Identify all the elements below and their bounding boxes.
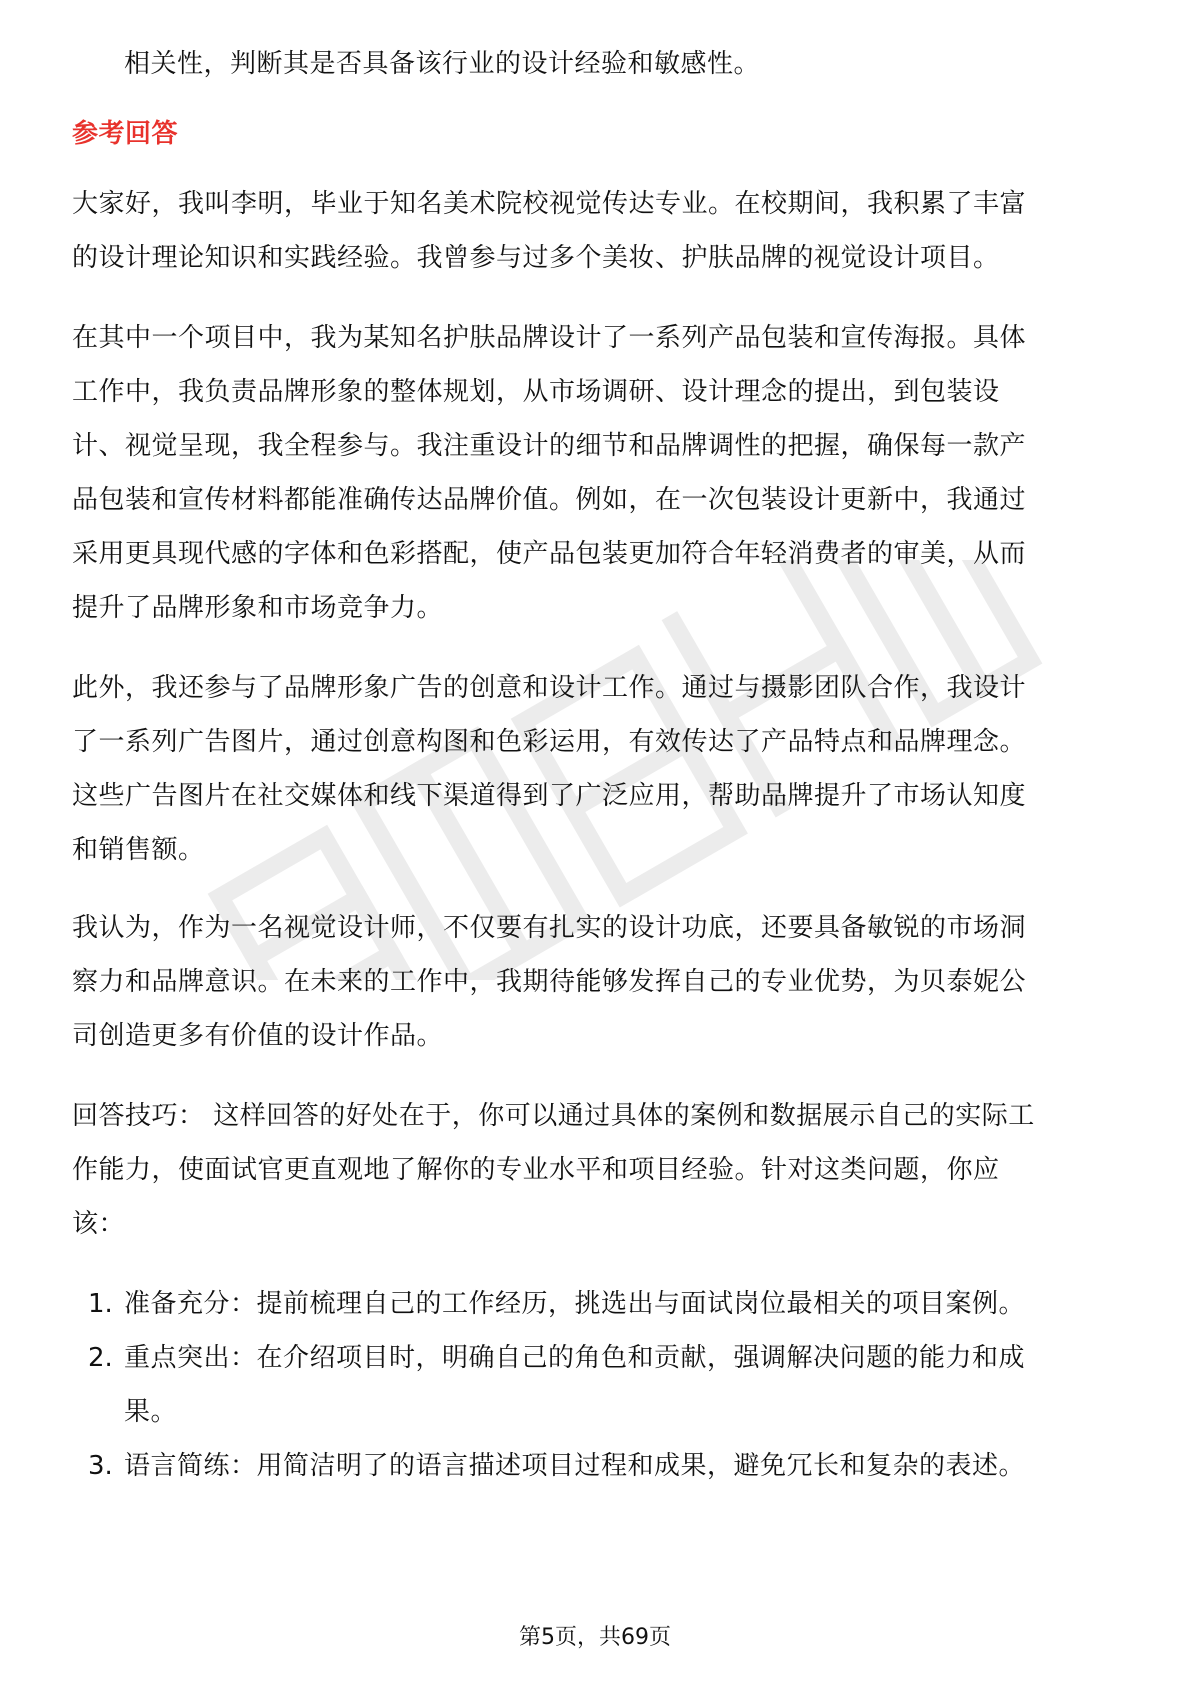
paragraph-line: 的设计理论知识和实践经验。我曾参与过多个美妆、护肤品牌的视觉设计项目。 [72,243,1000,273]
paragraph-line: 采用更具现代感的字体和色彩搭配，使产品包装更加符合年轻消费者的审美，从而 [72,539,1027,569]
paragraph-line: 在其中一个项目中，我为某知名护肤品牌设计了一系列产品包装和宣传海报。具体 [72,323,1027,353]
list-item-text: 果。 [124,1397,178,1427]
paragraph-line: 了一系列广告图片，通过创意构图和色彩运用，有效传达了产品特点和品牌理念。 [72,727,1027,757]
paragraph-line: 察力和品牌意识。在未来的工作中，我期待能够发挥自己的专业优势，为贝泰妮公 [72,967,1027,997]
intro-tail-text: 相关性，判断其是否具备该行业的设计经验和敏感性。 [124,49,761,79]
paragraph-line: 这些广告图片在社交媒体和线下渠道得到了广泛应用，帮助品牌提升了市场认知度 [72,781,1027,811]
list-item-text: 重点突出：在介绍项目时，明确自己的角色和贡献，强调解决问题的能力和成 [124,1343,1026,1373]
paragraph-line: 工作中，我负责品牌形象的整体规划，从市场调研、设计理念的提出，到包装设 [72,377,1000,407]
paragraph-line: 提升了品牌形象和市场竞争力。 [72,593,444,623]
paragraph-line: 此外，我还参与了品牌形象广告的创意和设计工作。通过与摄影团队合作，我设计 [72,673,1027,703]
paragraph-line: 大家好，我叫李明，毕业于知名美术院校视觉传达专业。在校期间，我积累了丰富 [72,189,1027,219]
list-item-text: 语言简练：用简洁明了的语言描述项目过程和成果，避免冗长和复杂的表述。 [124,1451,1026,1481]
paragraph-line: 该： [72,1209,126,1239]
list-item-number: 3. [88,1451,113,1481]
paragraph-line: 品包装和宣传材料都能准确传达品牌价值。例如，在一次包装设计更新中，我通过 [72,485,1027,515]
section-heading: 参考回答 [72,119,179,149]
list-item-text: 准备充分：提前梳理自己的工作经历，挑选出与面试岗位最相关的项目案例。 [124,1289,1026,1319]
list-item-number: 1. [88,1289,113,1319]
paragraph-line: 我认为，作为一名视觉设计师，不仅要有扎实的设计功底，还要具备敏锐的市场洞 [72,913,1027,943]
paragraph-line: 回答技巧： 这样回答的好处在于，你可以通过具体的案例和数据展示自己的实际工 [72,1101,1035,1131]
paragraph-line: 作能力，使面试官更直观地了解你的专业水平和项目经验。针对这类问题，你应 [72,1155,1000,1185]
paragraph-line: 和销售额。 [72,835,205,865]
paragraph-line: 计、视觉呈现，我全程参与。我注重设计的细节和品牌调性的把握，确保每一款产 [72,431,1027,461]
list-item-number: 2. [88,1343,113,1373]
page-number-footer: 第5页，共69页 [519,1625,671,1650]
paragraph-line: 司创造更多有价值的设计作品。 [72,1021,444,1051]
